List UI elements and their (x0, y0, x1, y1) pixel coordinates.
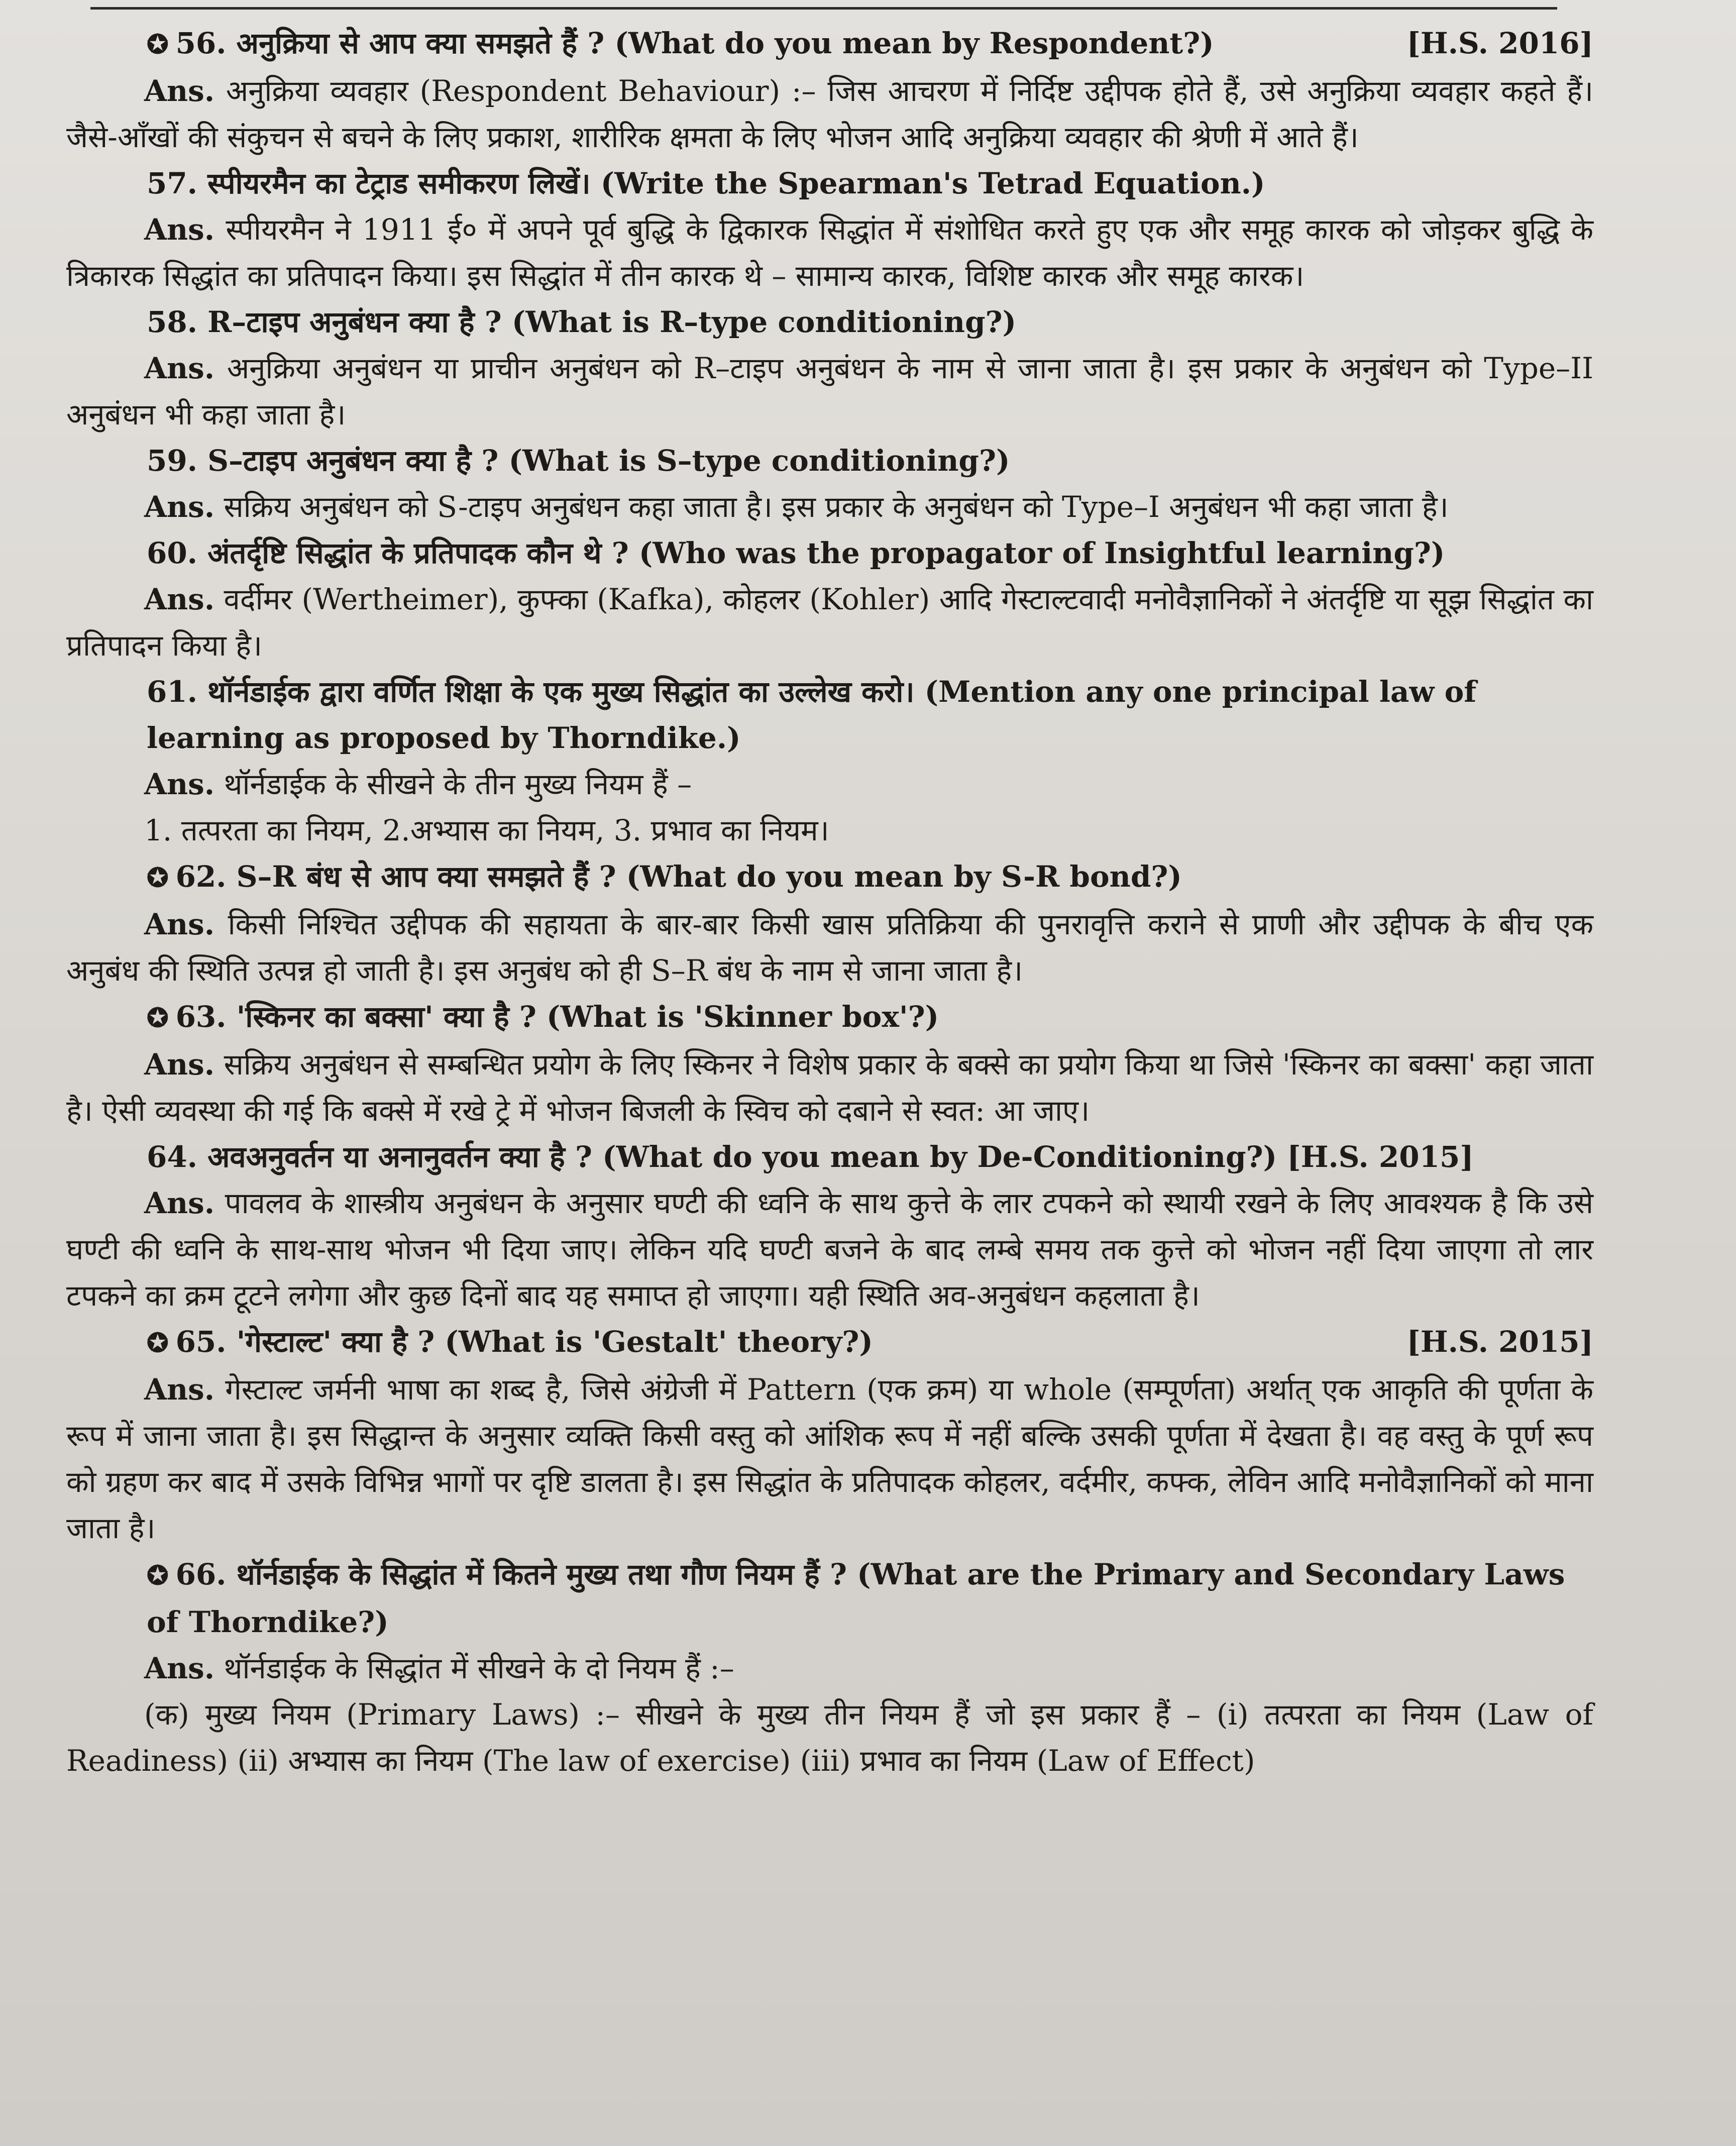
qa-65 (66, 1319, 1593, 1551)
question: ✪ 65. 'गेस्टाल्ट' क्या है ? (What is 'Gestalt' theory?) [H.S. 2015] (66, 1319, 1593, 1366)
top-rule (90, 7, 1557, 10)
qa-57 (66, 160, 1593, 299)
answer: Ans. सक्रिय अनुबंधन से सम्बन्धित प्रयोग के लिए स्किनर ने विशेष प्रकार के बक्से का प्रयोग किया था जिसे 'स्किनर का बक्सा' कहा जाता है। ऐसी व्यवस्था की गई कि बक्से में रखे ट्रे में भोजन बिजली के स्विच को दबाने से स्वत: आ जाए। (66, 1047, 1593, 1128)
star-icon: ✪ (147, 863, 169, 893)
answer: Ans. अनुक्रिया व्यवहार (Respondent Behaviour) :– जिस आचरण में निर्दिष्ट उद्दीपक होते हैं, उसे अनुक्रिया व्यवहार कहते हैं। जैसे-आँखों की संकुचन से बचने के लिए प्रकाश, शारीरिक क्षमता के लिए भोजन आदि अनुक्रिया व्यवहार की श्रेणी में आते हैं। (66, 74, 1594, 154)
content (66, 20, 1593, 1784)
question: 57. स्पीयरमैन का टेट्राड समीकरण लिखें। (Write the Spearman's Tetrad Equation.) (147, 166, 1265, 200)
answer: Ans. गेस्टाल्ट जर्मनी भाषा का शब्द है, जिसे अंग्रेजी में Pattern (एक क्रम) या whole (सम्पूर्णता) अर्थात् एक आकृति की पूर्णता के रूप में जाना जाता है। इस सिद्धान्त के अनुसार व्यक्ति किसी वस्तु को आंशिक रूप में नहीं बल्कि उसकी पूर्णता में देखता है। वह वस्तु के पूर्ण रूप को ग्रहण कर बाद में उसके विभिन्न भागों पर दृष्टि डालता है। इस सिद्धांत के प्रतिपादक कोहलर, वर्दमीर, कफ्क, लेविन आदि मनोवैज्ञानिकों को माना जाता है। (66, 1372, 1593, 1545)
qa-62 (66, 853, 1593, 994)
question: 64. अवअनुवर्तन या अनानुवर्तन क्या है ? (What do you mean by De-Conditioning?) [H.S. 2015] (147, 1140, 1474, 1174)
exam-tag: [H.S. 2016] (1406, 26, 1593, 60)
answer: Ans. किसी निश्चित उद्दीपक की सहायता के बार-बार किसी खास प्रतिक्रिया की पुनरावृत्ति कराने से प्राणी और उद्दीपक के बीच एक अनुबंध की स्थिति उत्पन्न हो जाती है। इस अनुबंध को ही S–R बंध के नाम से जाना जाता है। (66, 907, 1593, 988)
answer: Ans. सक्रिय अनुबंधन को S-टाइप अनुबंधन कहा जाता है। इस प्रकार के अनुबंधन को Type–I अनुबंधन भी कहा जाता है। (144, 490, 1449, 524)
exam-tag: [H.S. 2015] (1406, 1325, 1593, 1359)
question: ✪ 66. थॉर्नडाईक के सिद्धांत में कितने मुख्य तथा गौण नियम हैं ? (What are the Primary and Secondary Laws of Thorndike?) (147, 1557, 1565, 1639)
answer-list: 1. तत्परता का नियम, 2.अभ्यास का नियम, 3. प्रभाव का नियम। (144, 813, 829, 847)
question: ✪ 63. 'स्किनर का बक्सा' क्या है ? (What is 'Skinner box'?) (147, 1000, 939, 1034)
answer: Ans. थॉर्नडाईक के सीखने के तीन मुख्य नियम हैं – (144, 767, 692, 801)
question: 59. S–टाइप अनुबंधन क्या है ? (What is S–type conditioning?) (147, 444, 1010, 478)
answer: Ans. पावलव के शास्त्रीय अनुबंधन के अनुसार घण्टी की ध्वनि के साथ कुत्ते के लार टपकने को स्थायी रखने के लिए आवश्यक है कि उसे घण्टी की ध्वनि के साथ-साथ भोजन भी दिया जाए। लेकिन यदि घण्टी बजने के बाद लम्बे समय तक कुत्ते को भोजन नहीं दिया जाएगा तो लार टपकने का क्रम टूटने लगेगा और कुछ दिनों बाद यह समाप्त हो जाएगा। यही स्थिति अव-अनुबंधन कहलाता है। (66, 1186, 1594, 1313)
star-icon: ✪ (147, 29, 169, 60)
question: 60. अंतर्दृष्टि सिद्धांत के प्रतिपादक कौन थे ? (Who was the propagator of Insightful learning?) (147, 536, 1445, 570)
qa-61 (66, 669, 1593, 853)
qa-64 (66, 1134, 1593, 1319)
answer-primary-laws: (क) मुख्य नियम (Primary Laws) :– सीखने के मुख्य तीन नियम हैं जो इस प्रकार हैं – (i) तत्परता का नियम (Law of Readiness) (ii) अभ्यास का नियम (The law of exercise) (iii) प्रभाव का नियम (Law of Effect) (66, 1697, 1593, 1778)
question: ✪ 62. S–R बंध से आप क्या समझते हैं ? (What do you mean by S-R bond?) (147, 860, 1182, 894)
question: 61. थॉर्नडाईक द्वारा वर्णित शिक्षा के एक मुख्य सिद्धांत का उल्लेख करो। (Mention any one principal law of learning as proposed by Thorndike.) (147, 675, 1477, 755)
star-icon: ✪ (147, 1328, 169, 1358)
qa-56 (66, 20, 1593, 160)
star-icon: ✪ (147, 1560, 169, 1591)
answer: Ans. अनुक्रिया अनुबंधन या प्राचीन अनुबंधन को R–टाइप अनुबंधन के नाम से जाना जाता है। इस प्रकार के अनुबंधन को Type–II अनुबंधन भी कहा जाता है। (66, 351, 1593, 432)
question: ✪ 56. अनुक्रिया से आप क्या समझते हैं ? (What do you mean by Respondent?) [H.S. 2016] (66, 20, 1593, 68)
qa-59 (66, 438, 1593, 530)
answer: Ans. स्पीयरमैन ने 1911 ई० में अपने पूर्व बुद्धि के द्विकारक सिद्धांत में संशोधित करते हुए एक और समूह कारक को जोड़कर बुद्धि के त्रिकारक सिद्धांत का प्रतिपादन किया। इस सिद्धांत में तीन कारक थे – सामान्य कारक, विशिष्ट कारक और समूह कारक। (66, 212, 1593, 293)
qa-60 (66, 530, 1593, 669)
answer: Ans. थॉर्नडाईक के सिद्धांत में सीखने के दो नियम हैं :– (144, 1651, 734, 1685)
question: 58. R–टाइप अनुबंधन क्या है ? (What is R–type conditioning?) (147, 305, 1017, 339)
qa-58 (66, 299, 1593, 438)
qa-63 (66, 994, 1593, 1134)
answer: Ans. वर्दीमर (Wertheimer), कुफ्का (Kafka), कोहलर (Kohler) आदि गेस्टाल्टवादी मनोवैज्ञानिकों ने अंतर्दृष्टि या सूझ सिद्धांत का प्रतिपादन किया है। (66, 582, 1594, 663)
star-icon: ✪ (147, 1003, 169, 1033)
qa-66 (66, 1551, 1593, 1784)
